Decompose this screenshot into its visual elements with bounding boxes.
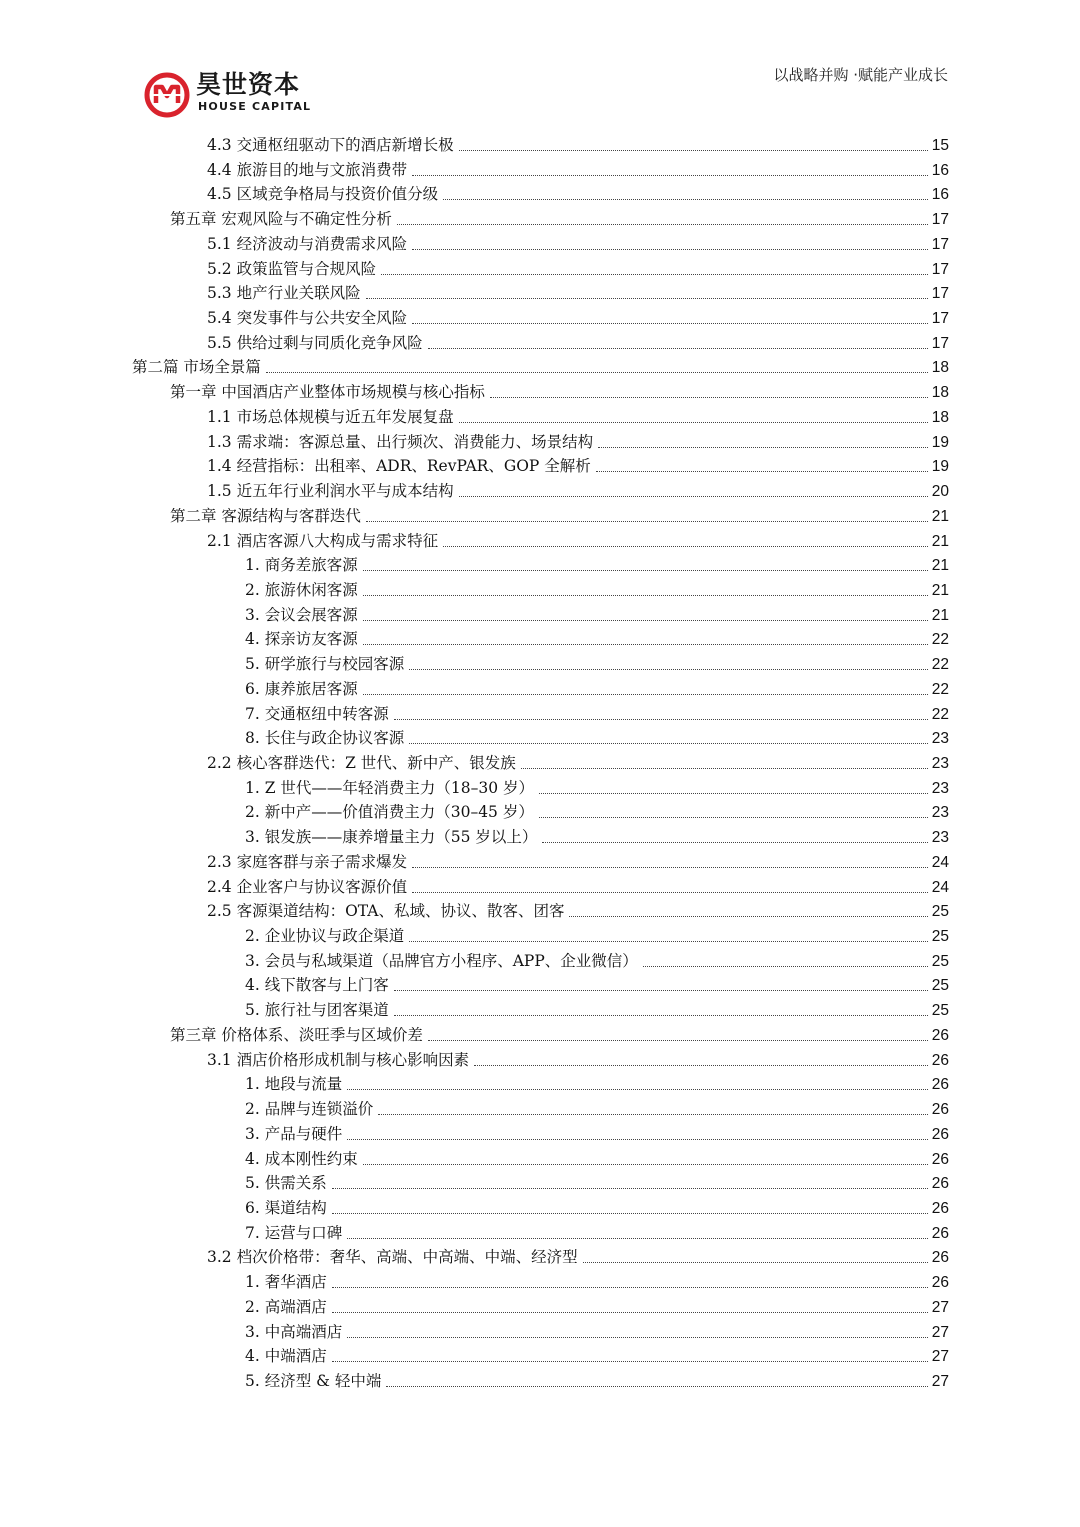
- toc-entry[interactable]: [245, 924, 949, 948]
- toc-page-number: 26: [931, 1199, 949, 1217]
- toc-page-number: 25: [931, 952, 949, 970]
- toc-page-number: 21: [931, 581, 949, 599]
- toc-entry-label: 2.5 客源渠道结构：OTA、私域、协议、散客、团客: [207, 902, 565, 921]
- toc-page-number: 21: [931, 507, 949, 525]
- toc-entry[interactable]: [207, 529, 949, 553]
- toc-dot-leader: [381, 274, 928, 275]
- toc-entry-label: 5. 旅行社与团客渠道: [245, 1001, 389, 1020]
- toc-page-number: 18: [931, 408, 949, 426]
- toc-entry[interactable]: [207, 479, 949, 503]
- toc-entry-label: 3. 会议会展客源: [245, 605, 358, 624]
- toc-entry-label: 4.4 旅游目的地与文旅消费带: [207, 160, 408, 179]
- toc-page-number: 26: [931, 1274, 949, 1292]
- toc-dot-leader: [347, 1089, 928, 1090]
- toc-entry-label: 8. 长住与政企协议客源: [245, 729, 405, 748]
- toc-dot-leader: [363, 694, 928, 695]
- toc-page-number: 26: [931, 1249, 949, 1267]
- toc-entry-label: 1.5 近五年行业利润水平与成本结构: [207, 482, 454, 501]
- toc-entry-label: 4. 中端酒店: [245, 1347, 327, 1366]
- toc-entry[interactable]: [245, 627, 949, 651]
- toc-dot-leader: [412, 175, 928, 176]
- toc-entry[interactable]: [207, 158, 949, 182]
- logo-chinese-name: 昊世资本: [196, 70, 301, 99]
- toc-page-number: 26: [931, 1175, 949, 1193]
- toc-page-number: 25: [931, 977, 949, 995]
- toc-entry[interactable]: [245, 553, 949, 577]
- toc-entry-label: 3.2 档次价格带：奢华、高端、中高端、中端、经济型: [207, 1248, 578, 1267]
- toc-entry-label: 1. 商务差旅客源: [245, 556, 358, 575]
- toc-entry-label: 4. 成本刚性约束: [245, 1149, 358, 1168]
- toc-entry[interactable]: [207, 281, 949, 305]
- toc-entry-label: 5.3 地产行业关联风险: [207, 284, 361, 303]
- toc-entry[interactable]: [170, 1023, 949, 1047]
- toc-dot-leader: [394, 719, 928, 720]
- toc-page-number: 23: [931, 804, 949, 822]
- page-header: [0, 0, 1080, 130]
- toc-entry[interactable]: [207, 182, 949, 206]
- toc-page-number: 24: [931, 878, 949, 896]
- toc-entry-label: 第二章 客源结构与客群迭代: [170, 506, 361, 525]
- toc-entry[interactable]: [245, 1344, 949, 1368]
- toc-dot-leader: [363, 1164, 928, 1165]
- toc-entry[interactable]: [207, 751, 949, 775]
- toc-entry[interactable]: [207, 331, 949, 355]
- toc-page-number: 17: [931, 235, 949, 253]
- toc-entry[interactable]: [245, 1320, 949, 1344]
- toc-dot-leader: [412, 867, 928, 868]
- house-capital-logo-icon: [144, 72, 190, 118]
- toc-entry-label: 1. 地段与流量: [245, 1075, 343, 1094]
- toc-entry-label: 2. 企业协议与政企渠道: [245, 927, 405, 946]
- toc-entry[interactable]: [245, 949, 949, 973]
- toc-entry[interactable]: [207, 875, 949, 899]
- toc-entry-label: 4.5 区域竞争格局与投资价值分级: [207, 185, 439, 204]
- toc-page-number: 27: [931, 1298, 949, 1316]
- toc-dot-leader: [363, 644, 928, 645]
- toc-dot-leader: [332, 1213, 928, 1214]
- toc-entry-label: 7. 交通枢纽中转客源: [245, 704, 389, 723]
- toc-dot-leader: [412, 323, 928, 324]
- toc-entry-label: 1.3 需求端：客源总量、出行频次、消费能力、场景结构: [207, 432, 594, 451]
- toc-dot-leader: [459, 150, 928, 151]
- toc-dot-leader: [428, 348, 928, 349]
- toc-entry-label: 1.4 经营指标：出租率、ADR、RevPAR、GOP 全解析: [207, 457, 591, 476]
- toc-entry[interactable]: [245, 1221, 949, 1245]
- toc-page-number: 23: [931, 779, 949, 797]
- header-tagline: 以战略并购 ·赋能产业成长: [773, 66, 948, 84]
- toc-entry[interactable]: [245, 603, 949, 627]
- toc-page-number: 23: [931, 829, 949, 847]
- toc-page-number: 26: [931, 1076, 949, 1094]
- toc-page-number: 26: [931, 1224, 949, 1242]
- toc-entry[interactable]: [170, 207, 949, 231]
- toc-dot-leader: [266, 372, 928, 373]
- toc-entry-label: 5.1 经济波动与消费需求风险: [207, 234, 408, 253]
- toc-dot-leader: [347, 1139, 928, 1140]
- toc-page-number: 21: [931, 532, 949, 550]
- toc-entry[interactable]: [245, 825, 949, 849]
- toc-entry-label: 第三章 价格体系、淡旺季与区域价差: [170, 1025, 423, 1044]
- toc-page-number: 27: [931, 1348, 949, 1366]
- toc-page-number: 26: [931, 1101, 949, 1119]
- toc-dot-leader: [347, 1337, 928, 1338]
- toc-page-number: 26: [931, 1125, 949, 1143]
- toc-page-number: 21: [931, 557, 949, 575]
- toc-dot-leader: [412, 249, 928, 250]
- toc-dot-leader: [363, 570, 928, 571]
- toc-dot-leader: [378, 1114, 928, 1115]
- toc-entry-label: 4. 线下散客与上门客: [245, 976, 389, 995]
- toc-entry-label: 3. 产品与硬件: [245, 1124, 343, 1143]
- toc-entry[interactable]: [245, 1147, 949, 1171]
- toc-entry-label: 1. 奢华酒店: [245, 1273, 327, 1292]
- toc-page-number: 26: [931, 1051, 949, 1069]
- toc-entry[interactable]: [170, 380, 949, 404]
- toc-entry[interactable]: [207, 1245, 949, 1269]
- toc-entry-label: 2. 高端酒店: [245, 1297, 327, 1316]
- toc-dot-leader: [366, 298, 928, 299]
- toc-entry[interactable]: [245, 1122, 949, 1146]
- toc-page-number: 22: [931, 680, 949, 698]
- toc-entry-label: 5. 研学旅行与校园客源: [245, 655, 405, 674]
- toc-page-number: 17: [931, 260, 949, 278]
- toc-entry[interactable]: [245, 1295, 949, 1319]
- toc-entry-label: 1. Z 世代——年轻消费主力（18–30 岁）: [245, 778, 535, 797]
- toc-page-number: 26: [931, 1150, 949, 1168]
- toc-page-number: 18: [931, 384, 949, 402]
- toc-entry-label: 2. 新中产——价值消费主力（30–45 岁）: [245, 803, 534, 822]
- toc-entry-label: 4.3 交通枢纽驱动下的酒店新增长极: [207, 136, 454, 154]
- toc-entry[interactable]: [245, 776, 949, 800]
- toc-entry[interactable]: [245, 973, 949, 997]
- toc-dot-leader: [490, 397, 928, 398]
- toc-entry-label: 2.1 酒店客源八大构成与需求特征: [207, 531, 439, 550]
- toc-page-number: 16: [931, 161, 949, 179]
- toc-dot-leader: [386, 1386, 927, 1387]
- house-capital-logo: [144, 66, 344, 122]
- toc-dot-leader: [583, 1262, 928, 1263]
- toc-page-number: 27: [931, 1323, 949, 1341]
- toc-entry-label: 3.1 酒店价格形成机制与核心影响因素: [207, 1050, 470, 1069]
- toc-entry-label: 第一章 中国酒店产业整体市场规模与核心指标: [170, 383, 485, 402]
- toc-page-number: 17: [931, 211, 949, 229]
- toc-dot-leader: [539, 817, 928, 818]
- toc-dot-leader: [596, 471, 928, 472]
- toc-entry-label: 5. 经济型 & 轻中端: [245, 1372, 382, 1390]
- toc-entry[interactable]: [245, 702, 949, 726]
- toc-dot-leader: [332, 1312, 928, 1313]
- toc-entry-label: 6. 康养旅居客源: [245, 679, 358, 698]
- toc-dot-leader: [332, 1287, 928, 1288]
- toc-dot-leader: [332, 1188, 928, 1189]
- toc-page-number: 18: [931, 359, 949, 377]
- toc-dot-leader: [428, 1040, 928, 1041]
- toc-page-number: 15: [931, 137, 949, 154]
- toc-page-number: 17: [931, 310, 949, 328]
- toc-page-number: 24: [931, 853, 949, 871]
- toc-page-number: 25: [931, 928, 949, 946]
- toc-entry[interactable]: [245, 800, 949, 824]
- toc-dot-leader: [569, 916, 927, 917]
- toc-dot-leader: [397, 224, 928, 225]
- toc-entry[interactable]: [245, 1270, 949, 1294]
- toc-page-number: 27: [931, 1373, 949, 1390]
- toc-entry[interactable]: [245, 1171, 949, 1195]
- toc-dot-leader: [443, 546, 928, 547]
- toc-dot-leader: [474, 1065, 928, 1066]
- toc-dot-leader: [363, 620, 928, 621]
- toc-dot-leader: [409, 669, 928, 670]
- toc-entry[interactable]: [207, 850, 949, 874]
- toc-page-number: 23: [931, 755, 949, 772]
- toc-entry-label: 4. 探亲访友客源: [245, 630, 358, 649]
- toc-dot-leader: [409, 743, 928, 744]
- toc-page-number: 25: [931, 1002, 949, 1020]
- toc-page-number: 22: [931, 631, 949, 649]
- toc-entry-label: 5. 供需关系: [245, 1174, 327, 1193]
- toc-entry-label: 2.2 核心客群迭代：Z 世代、新中产、银发族: [207, 754, 516, 772]
- toc-entry[interactable]: [245, 998, 949, 1022]
- logo-english-name: HOUSE CAPITAL: [198, 100, 312, 113]
- toc-entry-label: 3. 会员与私域渠道（品牌官方小程序、APP、企业微信）: [245, 951, 638, 970]
- toc-dot-leader: [409, 941, 928, 942]
- toc-entry-label: 2.4 企业客户与协议客源价值: [207, 877, 408, 896]
- toc-page-number: 23: [931, 730, 949, 748]
- toc-entry[interactable]: [245, 652, 949, 676]
- toc-page-number: 19: [931, 458, 949, 476]
- toc-entry[interactable]: [245, 1097, 949, 1121]
- toc-entry[interactable]: [207, 1048, 949, 1072]
- toc-entry-label: 5.2 政策监管与合规风险: [207, 259, 377, 278]
- toc-entry-label: 3. 银发族——康养增量主力（55 岁以上）: [245, 828, 538, 847]
- toc-page-number: 17: [931, 285, 949, 303]
- toc-entry-label: 第五章 宏观风险与不确定性分析: [170, 210, 392, 229]
- toc-entry[interactable]: [207, 257, 949, 281]
- toc-dot-leader: [394, 1015, 928, 1016]
- toc-page-number: 25: [931, 903, 949, 921]
- toc-page-number: 26: [931, 1026, 949, 1044]
- toc-dot-leader: [643, 966, 928, 967]
- toc-dot-leader: [443, 199, 928, 200]
- toc-entry[interactable]: [245, 677, 949, 701]
- toc-entry-label: 6. 渠道结构: [245, 1198, 327, 1217]
- toc-entry[interactable]: [207, 454, 949, 478]
- toc-entry[interactable]: [245, 726, 949, 750]
- toc-page-number: 21: [931, 606, 949, 624]
- toc-dot-leader: [412, 892, 928, 893]
- toc-entry[interactable]: [207, 232, 949, 256]
- toc-dot-leader: [363, 595, 928, 596]
- toc-page-number: 20: [931, 483, 949, 501]
- toc-entry[interactable]: [170, 504, 949, 528]
- toc-page-number: 16: [931, 186, 949, 204]
- toc-entry[interactable]: [245, 1196, 949, 1220]
- toc-dot-leader: [459, 422, 928, 423]
- toc-entry[interactable]: [207, 899, 949, 923]
- toc-entry-label: 2.3 家庭客群与亲子需求爆发: [207, 852, 408, 871]
- toc-entry-label: 2. 品牌与连锁溢价: [245, 1100, 374, 1119]
- toc-page-number: 22: [931, 705, 949, 723]
- toc-entry[interactable]: [207, 133, 949, 157]
- toc-entry-label: 第二篇 市场全景篇: [132, 358, 261, 377]
- toc-dot-leader: [394, 990, 928, 991]
- toc-entry-label: 7. 运营与口碑: [245, 1223, 343, 1242]
- toc-entry-label: 3. 中高端酒店: [245, 1322, 343, 1341]
- toc-dot-leader: [332, 1361, 928, 1362]
- toc-dot-leader: [366, 521, 928, 522]
- toc-entry-label: 5.5 供给过剩与同质化竞争风险: [207, 333, 423, 352]
- toc-dot-leader: [521, 768, 928, 769]
- toc-entry[interactable]: [245, 1072, 949, 1096]
- toc-entry[interactable]: [207, 430, 949, 454]
- toc-entry[interactable]: [245, 1369, 949, 1393]
- toc-page-number: 17: [931, 334, 949, 352]
- toc-dot-leader: [459, 496, 928, 497]
- toc-dot-leader: [542, 842, 927, 843]
- toc-page-number: 22: [931, 656, 949, 674]
- toc-dot-leader: [347, 1238, 928, 1239]
- toc-dot-leader: [598, 447, 928, 448]
- toc-entry[interactable]: [207, 405, 949, 429]
- toc-entry[interactable]: [207, 306, 949, 330]
- toc-entry-label: 1.1 市场总体规模与近五年发展复盘: [207, 407, 454, 426]
- toc-entry-label: 2. 旅游休闲客源: [245, 580, 358, 599]
- toc-entry-label: 5.4 突发事件与公共安全风险: [207, 309, 408, 328]
- toc-dot-leader: [539, 793, 928, 794]
- toc-entry[interactable]: [245, 578, 949, 602]
- toc-page-number: 19: [931, 433, 949, 451]
- toc-entry[interactable]: [132, 355, 949, 379]
